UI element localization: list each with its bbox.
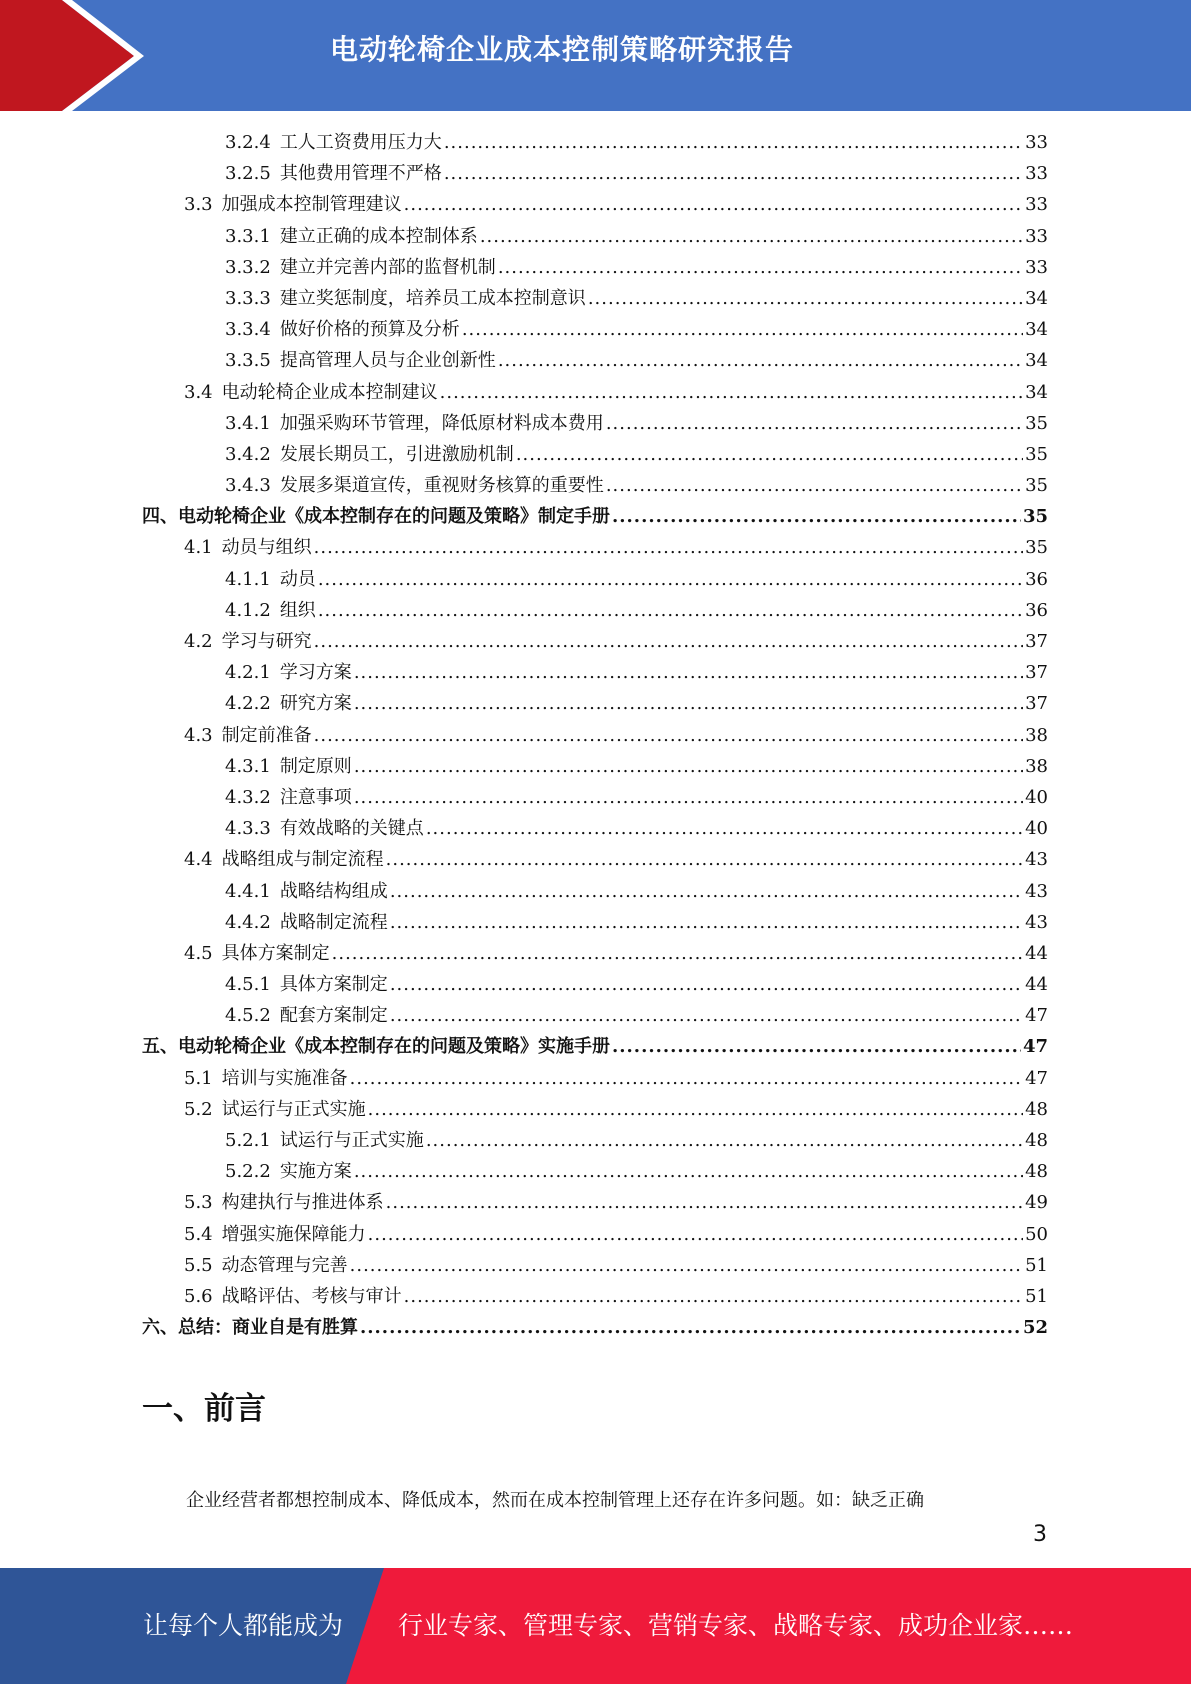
toc-entry-number: 3.3.1	[225, 225, 271, 247]
toc-entry-label: 具体方案制定	[221, 942, 330, 964]
toc-entry-number: 4.5.1	[225, 974, 271, 996]
toc-dot-leader	[354, 782, 1023, 813]
toc-entry-number: 5.4	[184, 1223, 213, 1245]
toc-entry-page: 51	[1025, 1254, 1048, 1276]
toc-entry-page: 48	[1025, 1098, 1048, 1120]
toc-dot-leader	[444, 158, 1023, 189]
toc-entry-number: 3.4	[184, 381, 213, 403]
toc-entry-number: 3.3.4	[225, 319, 271, 341]
toc-entry-number: 4.3.3	[225, 818, 271, 840]
toc-dot-leader	[516, 439, 1023, 470]
toc-entry-page: 47	[1022, 1036, 1048, 1058]
toc-entry-number: 4.4.1	[225, 880, 271, 902]
toc-dot-leader	[368, 1219, 1023, 1250]
toc-entry-label: 构建执行与推进体系	[221, 1192, 384, 1214]
toc-entry-page: 34	[1025, 287, 1048, 309]
toc-entry-page: 34	[1025, 350, 1048, 372]
toc-dot-leader	[318, 595, 1023, 626]
toc-dot-leader	[390, 907, 1023, 938]
toc-entry-label: 具体方案制定	[279, 974, 388, 996]
toc-entry-label: 动态管理与完善	[221, 1254, 348, 1276]
toc-entry-label: 动员	[279, 568, 316, 590]
toc-dot-leader	[314, 720, 1023, 751]
toc-entry-number: 4.5	[184, 942, 213, 964]
toc-entry[interactable]	[142, 189, 1048, 220]
toc-entry-label: 配套方案制定	[279, 1005, 388, 1027]
toc-entry-page: 37	[1025, 631, 1048, 652]
toc-entry-page: 47	[1025, 1067, 1048, 1089]
toc-entry-number: 5.2.1	[225, 1130, 271, 1151]
toc-entry-page: 35	[1022, 506, 1048, 528]
toc-entry-label: 试运行与正式实施	[279, 1130, 424, 1151]
toc-entry[interactable]	[142, 595, 1048, 626]
toc-dot-leader	[390, 969, 1023, 1000]
toc-entry[interactable]	[142, 782, 1048, 813]
toc-entry-number: 4.3.2	[225, 786, 271, 808]
toc-entry[interactable]	[142, 221, 1048, 252]
toc-entry-number: 4.2	[184, 631, 213, 652]
page-header	[0, 0, 1191, 111]
toc-entry-page: 33	[1025, 256, 1048, 278]
toc-entry-number: 4.3.1	[225, 755, 271, 777]
toc-entry[interactable]	[142, 470, 1048, 501]
toc-entry-page: 44	[1025, 942, 1048, 964]
toc-entry-label: 发展长期员工，引进激励机制	[279, 443, 514, 465]
toc-entry-label: 组织	[279, 599, 316, 621]
toc-entry-page: 33	[1025, 132, 1048, 153]
toc-dot-leader	[368, 1094, 1023, 1125]
table-of-contents	[142, 127, 1048, 1343]
toc-dot-leader	[440, 377, 1023, 408]
toc-entry[interactable]	[142, 1031, 1048, 1062]
toc-entry-label: 提高管理人员与企业创新性	[279, 350, 496, 372]
toc-entry[interactable]	[142, 1219, 1048, 1250]
toc-entry[interactable]	[142, 657, 1048, 688]
toc-dot-leader	[606, 408, 1023, 439]
toc-entry[interactable]	[142, 1156, 1048, 1187]
toc-entry[interactable]	[142, 1063, 1048, 1094]
toc-entry-label: 战略制定流程	[279, 911, 388, 933]
toc-entry-label: 学习与研究	[221, 631, 312, 652]
toc-dot-leader	[360, 1312, 1021, 1343]
toc-entry[interactable]	[142, 158, 1048, 189]
toc-entry-label: 战略组成与制定流程	[221, 849, 384, 871]
toc-entry-label: 培训与实施准备	[221, 1067, 348, 1089]
toc-entry[interactable]	[142, 626, 1048, 657]
toc-entry-label: 做好价格的预算及分析	[279, 319, 460, 341]
toc-entry[interactable]	[142, 751, 1048, 782]
toc-entry-page: 48	[1025, 1161, 1048, 1183]
toc-dot-leader	[332, 938, 1023, 969]
toc-entry-number: 4.1.2	[225, 599, 271, 621]
toc-entry[interactable]	[142, 252, 1048, 283]
toc-entry-page: 44	[1025, 974, 1048, 996]
toc-entry[interactable]	[142, 1000, 1048, 1031]
toc-entry-page: 47	[1025, 1005, 1048, 1027]
toc-entry-label: 发展多渠道宣传，重视财务核算的重要性	[279, 475, 604, 497]
toc-entry-number: 4.4.2	[225, 911, 271, 933]
toc-entry-number: 4.2.2	[225, 693, 271, 715]
toc-entry[interactable]	[142, 314, 1048, 345]
toc-dot-leader	[390, 876, 1023, 907]
toc-dot-leader	[426, 813, 1023, 844]
toc-entry-page: 35	[1025, 475, 1048, 497]
toc-dot-leader	[386, 1187, 1023, 1218]
toc-dot-leader	[606, 470, 1023, 501]
toc-entry-page: 37	[1025, 662, 1048, 684]
toc-entry[interactable]	[142, 1312, 1048, 1343]
toc-entry-label: 学习方案	[279, 662, 352, 684]
toc-dot-leader	[480, 221, 1023, 252]
toc-entry-label: 动员与组织	[221, 537, 312, 559]
toc-entry-page: 40	[1025, 786, 1048, 808]
toc-entry[interactable]	[142, 532, 1048, 563]
toc-entry[interactable]	[142, 813, 1048, 844]
section-heading: 一、前言	[142, 1391, 266, 1427]
toc-dot-leader	[354, 657, 1023, 688]
toc-entry-label: 建立正确的成本控制体系	[279, 225, 478, 247]
toc-entry-page: 49	[1025, 1192, 1048, 1214]
toc-entry-label: 建立并完善内部的监督机制	[279, 256, 496, 278]
toc-entry-number: 5.2	[184, 1098, 213, 1120]
toc-entry-label: 注意事项	[279, 786, 352, 808]
toc-entry-page: 33	[1025, 194, 1048, 216]
toc-entry-number: 4.1.1	[225, 568, 271, 590]
toc-entry[interactable]	[142, 1281, 1048, 1312]
footer-slogan-left: 让每个人都能成为	[143, 1611, 344, 1640]
toc-entry[interactable]	[142, 564, 1048, 595]
toc-entry[interactable]	[142, 283, 1048, 314]
toc-entry-label: 六、总结：商业自是有胜算	[142, 1317, 358, 1339]
toc-entry-label: 制定原则	[279, 755, 352, 777]
toc-dot-leader	[444, 127, 1023, 158]
toc-entry[interactable]	[142, 439, 1048, 470]
toc-entry-page: 33	[1025, 225, 1048, 247]
toc-entry[interactable]	[142, 408, 1048, 439]
toc-dot-leader	[350, 1250, 1023, 1281]
toc-entry-page: 36	[1025, 568, 1048, 590]
toc-entry[interactable]	[142, 938, 1048, 969]
toc-entry[interactable]	[142, 1250, 1048, 1281]
toc-entry-label: 加强成本控制管理建议	[221, 194, 402, 216]
toc-dot-leader	[314, 532, 1023, 563]
toc-entry-page: 40	[1025, 818, 1048, 840]
document-title: 电动轮椅企业成本控制策略研究报告	[330, 33, 795, 66]
toc-entry-number: 3.4.3	[225, 475, 271, 497]
toc-entry-number: 4.2.1	[225, 662, 271, 684]
toc-dot-leader	[354, 751, 1023, 782]
toc-entry[interactable]	[142, 501, 1048, 532]
toc-entry[interactable]	[142, 844, 1048, 875]
toc-entry-page: 38	[1025, 755, 1048, 777]
toc-dot-leader	[354, 688, 1023, 719]
toc-dot-leader	[390, 1000, 1023, 1031]
page-number: 3	[1033, 1522, 1047, 1547]
toc-entry[interactable]	[142, 876, 1048, 907]
toc-entry-page: 43	[1025, 849, 1048, 871]
toc-entry-label: 建立奖惩制度，培养员工成本控制意识	[279, 287, 586, 309]
toc-entry-page: 36	[1025, 599, 1048, 621]
toc-entry-label: 研究方案	[279, 693, 352, 715]
toc-entry-number: 3.3	[184, 194, 213, 216]
toc-entry-number: 3.3.5	[225, 350, 271, 372]
toc-dot-leader	[462, 314, 1023, 345]
toc-entry-page: 48	[1025, 1130, 1048, 1151]
toc-entry-number: 3.3.2	[225, 256, 271, 278]
header-chevron-graphic	[0, 0, 160, 111]
toc-entry-page: 35	[1025, 537, 1048, 559]
toc-dot-leader	[612, 1031, 1021, 1062]
toc-dot-leader	[498, 345, 1023, 376]
toc-entry-page: 35	[1025, 412, 1048, 434]
toc-entry-number: 4.3	[184, 724, 213, 746]
toc-entry-label: 增强实施保障能力	[221, 1223, 366, 1245]
toc-entry-page: 38	[1025, 724, 1048, 746]
toc-entry-number: 3.4.1	[225, 412, 271, 434]
toc-entry-number: 3.2.5	[225, 163, 271, 185]
toc-dot-leader	[314, 626, 1023, 657]
toc-entry-label: 电动轮椅企业成本控制建议	[221, 381, 438, 403]
toc-entry-number: 3.3.3	[225, 287, 271, 309]
toc-entry-page: 43	[1025, 911, 1048, 933]
toc-entry-page: 34	[1025, 319, 1048, 341]
toc-entry-number: 5.1	[184, 1067, 213, 1089]
toc-entry-label: 加强采购环节管理，降低原材料成本费用	[279, 412, 604, 434]
toc-entry-page: 35	[1025, 443, 1048, 465]
body-paragraph: 企业经营者都想控制成本、降低成本，然而在成本控制管理上还存在许多问题。如：缺乏正确	[186, 1490, 924, 1511]
toc-entry-label: 实施方案	[279, 1161, 352, 1183]
toc-entry-label: 其他费用管理不严格	[279, 163, 442, 185]
toc-entry-label: 试运行与正式实施	[221, 1098, 366, 1120]
footer-slogan-right: 行业专家、管理专家、营销专家、战略专家、成功企业家……	[398, 1611, 1074, 1640]
toc-dot-leader	[588, 283, 1023, 314]
toc-entry-page: 52	[1022, 1317, 1048, 1339]
toc-entry[interactable]	[142, 377, 1048, 408]
toc-entry-page: 33	[1025, 163, 1048, 185]
toc-entry-number: 4.5.2	[225, 1005, 271, 1027]
toc-dot-leader	[426, 1125, 1023, 1156]
toc-entry-number: 5.6	[184, 1285, 213, 1307]
toc-entry[interactable]	[142, 907, 1048, 938]
toc-entry-label: 工人工资费用压力大	[279, 132, 442, 153]
toc-entry-page: 37	[1025, 693, 1048, 715]
toc-dot-leader	[350, 1063, 1023, 1094]
toc-entry[interactable]	[142, 345, 1048, 376]
toc-entry-number: 5.5	[184, 1254, 213, 1276]
toc-dot-leader	[498, 252, 1023, 283]
toc-dot-leader	[612, 501, 1021, 532]
toc-entry[interactable]	[142, 1094, 1048, 1125]
toc-entry-label: 制定前准备	[221, 724, 312, 746]
toc-entry-page: 50	[1025, 1223, 1048, 1245]
toc-entry-label: 战略评估、考核与审计	[221, 1285, 402, 1307]
toc-entry-page: 51	[1025, 1285, 1048, 1307]
toc-entry[interactable]	[142, 1187, 1048, 1218]
toc-entry-label: 四、电动轮椅企业《成本控制存在的问题及策略》制定手册	[142, 506, 610, 528]
toc-entry-number: 4.1	[184, 537, 213, 559]
toc-entry-label: 有效战略的关键点	[279, 818, 424, 840]
toc-dot-leader	[318, 564, 1023, 595]
toc-entry-number: 4.4	[184, 849, 213, 871]
page-footer	[0, 1568, 1191, 1684]
toc-entry-number: 5.3	[184, 1192, 213, 1214]
toc-entry[interactable]	[142, 688, 1048, 719]
toc-entry-number: 3.2.4	[225, 132, 271, 153]
toc-entry[interactable]	[142, 969, 1048, 1000]
toc-entry[interactable]	[142, 1125, 1048, 1156]
toc-dot-leader	[354, 1156, 1023, 1187]
toc-entry-label: 战略结构组成	[279, 880, 388, 902]
toc-dot-leader	[386, 844, 1023, 875]
toc-entry-number: 5.2.2	[225, 1161, 271, 1183]
toc-entry-page: 34	[1025, 381, 1048, 403]
toc-entry[interactable]	[142, 127, 1048, 158]
toc-entry-page: 43	[1025, 880, 1048, 902]
toc-dot-leader	[404, 1281, 1023, 1312]
toc-entry[interactable]	[142, 720, 1048, 751]
toc-entry-label: 五、电动轮椅企业《成本控制存在的问题及策略》实施手册	[142, 1036, 610, 1058]
toc-dot-leader	[404, 189, 1023, 220]
toc-entry-number: 3.4.2	[225, 443, 271, 465]
